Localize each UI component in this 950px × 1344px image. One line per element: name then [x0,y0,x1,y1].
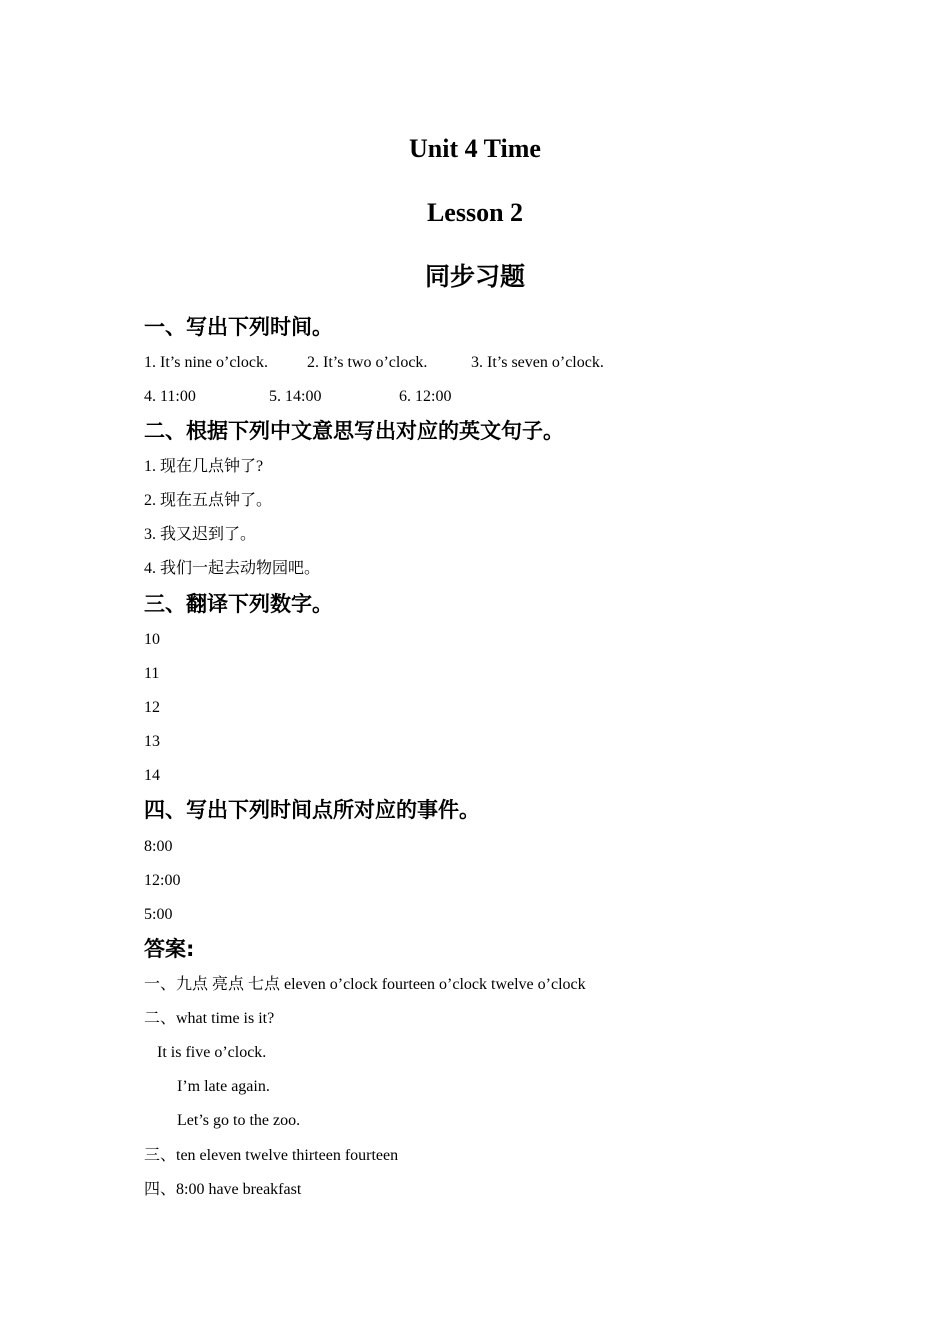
section1-item-2: 2. It’s two o’clock. [307,354,428,371]
section4-heading: 四、写出下列时间点所对应的事件。 [144,798,480,822]
answer-line-3: It is five o’clock. [157,1044,267,1061]
section3-item-4: 13 [144,733,160,750]
answer-line-7: 四、8:00 have breakfast [144,1181,302,1198]
exercise-title: 同步习题 [424,262,525,291]
answers-heading: 答案: [144,937,195,961]
answer-line-5: Let’s go to the zoo. [177,1112,301,1129]
answer-line-2: 二、what time is it? [144,1010,275,1027]
section1-heading: 一、写出下列时间。 [144,315,333,339]
section3-item-2: 11 [144,665,160,682]
section2-item-4: 4. 我们一起去动物园吧。 [144,560,321,577]
section1-item-5: 5. 14:00 [269,388,322,405]
section4-item-3: 5:00 [144,906,173,923]
section1-item-1: 1. It’s nine o’clock. [144,354,268,371]
section4-item-1: 8:00 [144,838,173,855]
answer-line-6: 三、ten eleven twelve thirteen fourteen [144,1147,399,1164]
section3-item-1: 10 [144,631,160,648]
lesson-title: Lesson 2 [426,198,524,227]
section2-item-2: 2. 现在五点钟了。 [144,492,273,509]
answer-line-4: I’m late again. [177,1078,270,1095]
section4-item-2: 12:00 [144,872,181,889]
unit-title: Unit 4 Time [409,134,541,163]
section1-item-4: 4. 11:00 [144,388,196,405]
section3-item-3: 12 [144,699,160,716]
section3-item-5: 14 [144,767,160,784]
section2-item-3: 3. 我又迟到了。 [144,526,257,543]
section1-item-6: 6. 12:00 [399,388,452,405]
section3-heading: 三、翻译下列数字。 [144,592,333,616]
section1-item-3: 3. It’s seven o’clock. [471,354,604,371]
section2-heading: 二、根据下列中文意思写出对应的英文句子。 [144,419,564,443]
section2-item-1: 1. 现在几点钟了? [144,458,264,475]
answer-line-1: 一、九点 亮点 七点 eleven o’clock fourteen o’clock twelve o’clock [144,976,586,993]
